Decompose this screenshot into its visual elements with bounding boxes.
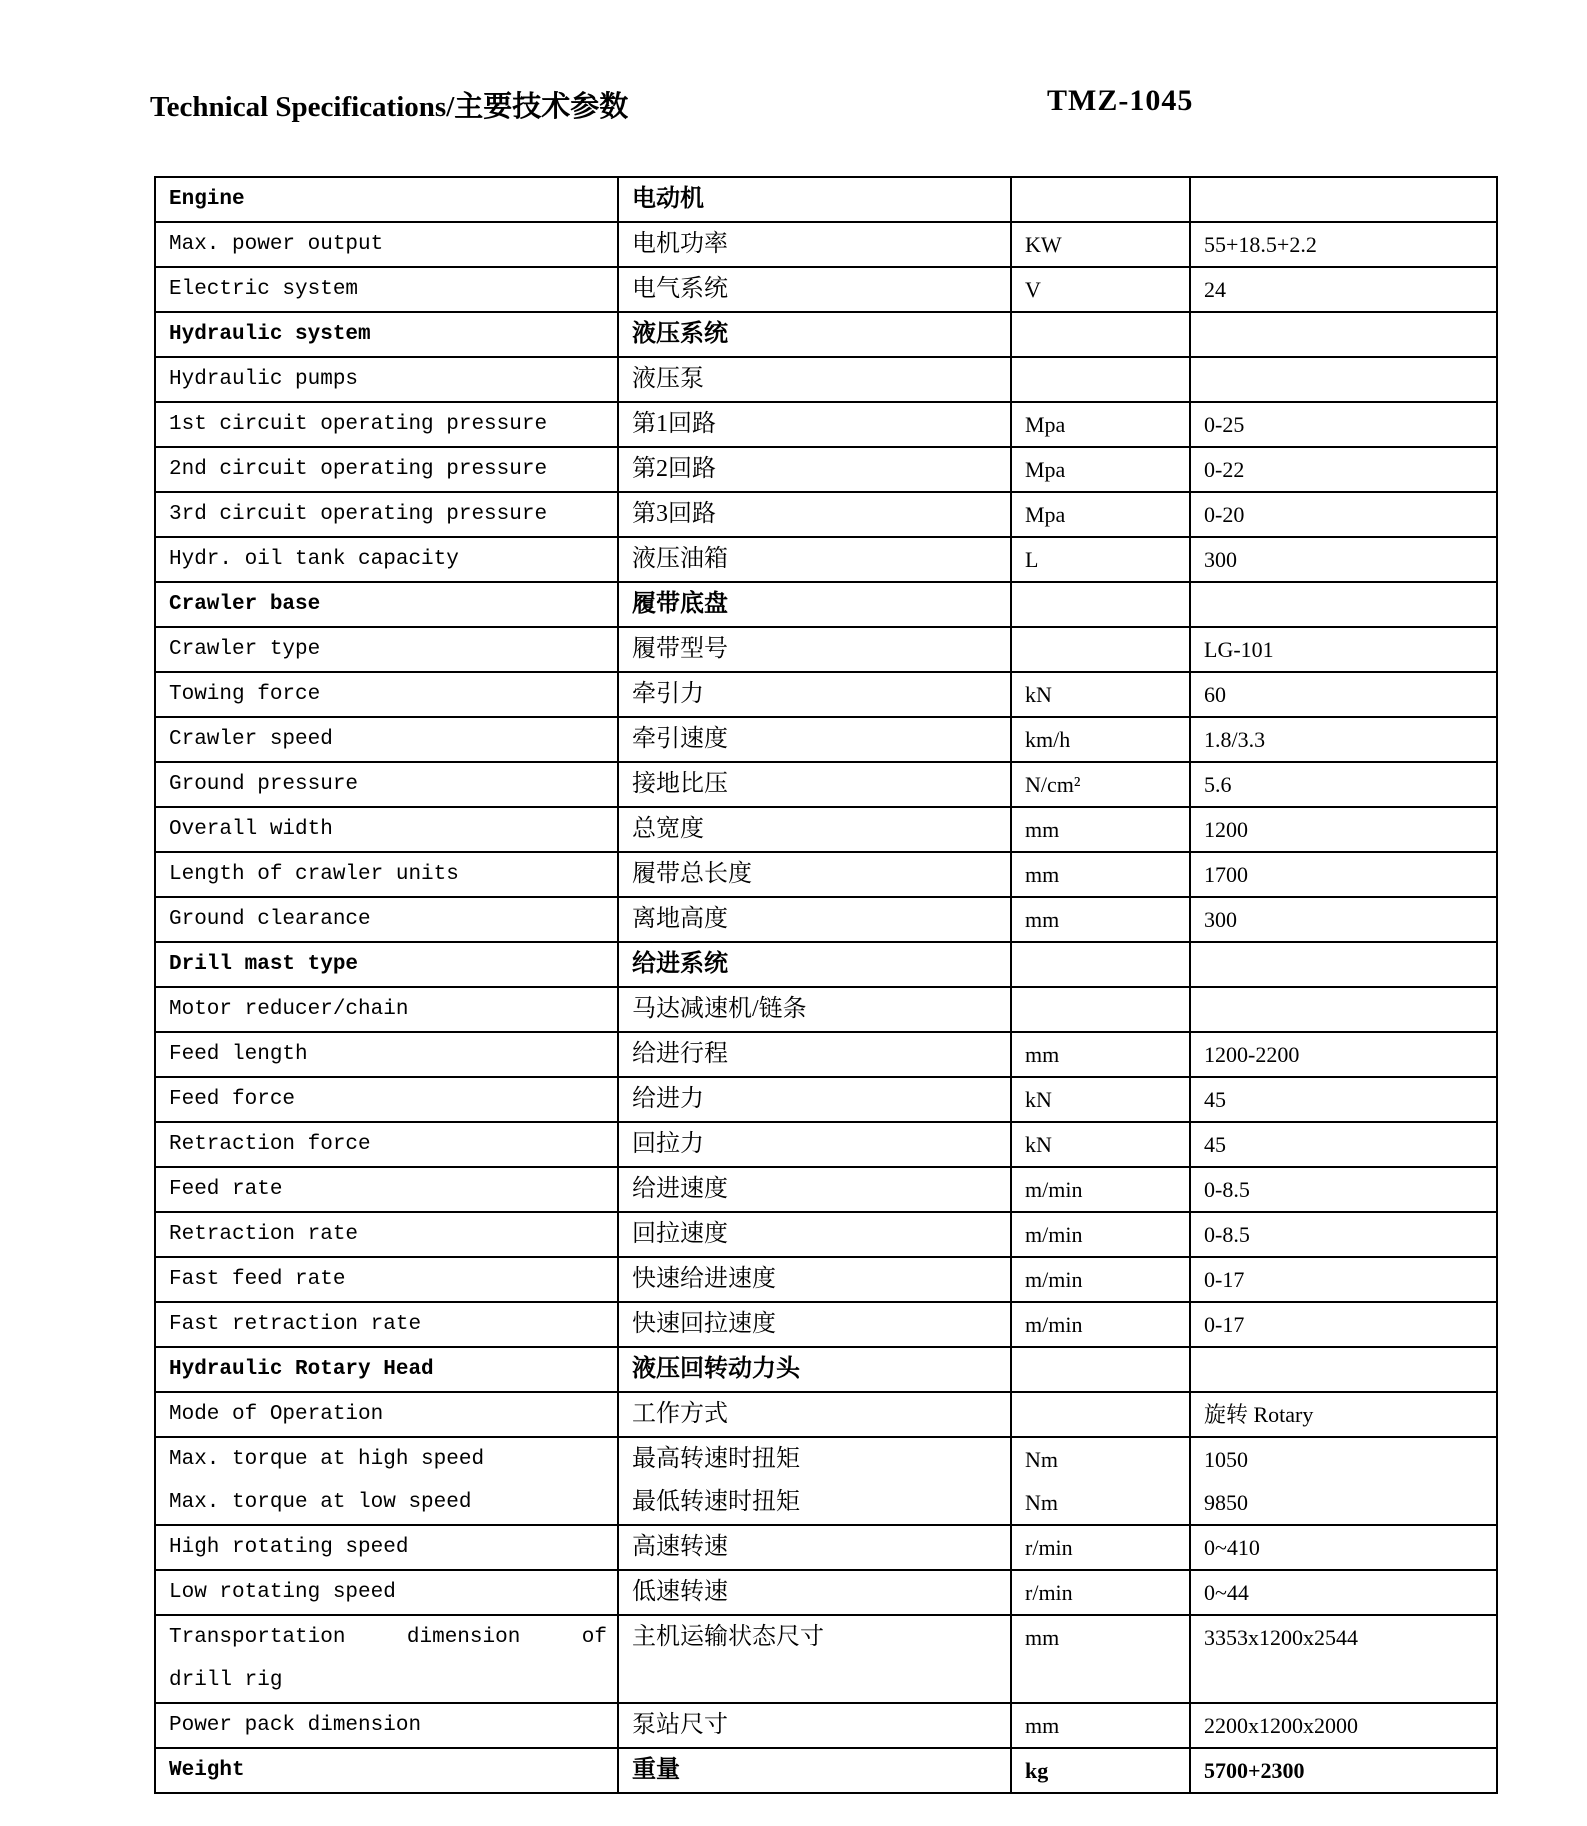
spec-label-en: Retraction force <box>155 1122 618 1167</box>
spec-label-en: Fast feed rate <box>155 1257 618 1302</box>
spec-table <box>154 176 1498 1794</box>
spec-value: 24 <box>1190 267 1497 312</box>
spec-unit <box>1011 177 1190 222</box>
table-row <box>155 897 1497 942</box>
spec-unit: Mpa <box>1011 492 1190 537</box>
spec-unit: r/min <box>1011 1570 1190 1615</box>
spec-unit: m/min <box>1011 1167 1190 1212</box>
spec-unit <box>1011 312 1190 357</box>
spec-unit: V <box>1011 267 1190 312</box>
table-row <box>155 582 1497 627</box>
spec-unit: m/min <box>1011 1212 1190 1257</box>
spec-value: 300 <box>1190 537 1497 582</box>
spec-value <box>1190 987 1497 1032</box>
spec-value: 1700 <box>1190 852 1497 897</box>
spec-label-en: Weight <box>155 1748 618 1793</box>
table-row <box>155 672 1497 717</box>
spec-value: 45 <box>1190 1122 1497 1167</box>
spec-label-zh: 接地比压 <box>618 762 1011 807</box>
spec-label-zh: 回拉速度 <box>618 1212 1011 1257</box>
table-row <box>155 537 1497 582</box>
table-row <box>155 762 1497 807</box>
spec-label-zh: 高速转速 <box>618 1525 1011 1570</box>
model-number: TMZ-1045 <box>1047 84 1194 117</box>
table-row <box>155 1302 1497 1347</box>
spec-label-zh: 液压回转动力头 <box>618 1347 1011 1392</box>
spec-label-en: Drill mast type <box>155 942 618 987</box>
spec-unit: Mpa <box>1011 447 1190 492</box>
spec-label-en: 2nd circuit operating pressure <box>155 447 618 492</box>
spec-label-zh: 电气系统 <box>618 267 1011 312</box>
spec-label-zh: 第2回路 <box>618 447 1011 492</box>
spec-label-zh: 重量 <box>618 1748 1011 1793</box>
table-row <box>155 1392 1497 1437</box>
spec-label-en: Crawler speed <box>155 717 618 762</box>
spec-unit <box>1011 582 1190 627</box>
spec-label-en: 1st circuit operating pressure <box>155 402 618 447</box>
spec-value <box>1190 942 1497 987</box>
spec-value: 0-25 <box>1190 402 1497 447</box>
spec-value: 300 <box>1190 897 1497 942</box>
spec-unit: m/min <box>1011 1257 1190 1302</box>
table-row <box>155 717 1497 762</box>
spec-value: 1050 9850 <box>1190 1437 1497 1525</box>
table-row <box>155 312 1497 357</box>
spec-label-en: Ground pressure <box>155 762 618 807</box>
table-row <box>155 1570 1497 1615</box>
table-row <box>155 222 1497 267</box>
spec-label-zh: 给进速度 <box>618 1167 1011 1212</box>
spec-unit: mm <box>1011 1703 1190 1748</box>
spec-unit: r/min <box>1011 1525 1190 1570</box>
spec-unit: kN <box>1011 672 1190 717</box>
spec-label-zh: 履带型号 <box>618 627 1011 672</box>
document-header <box>150 84 1500 128</box>
spec-label-en: Motor reducer/chain <box>155 987 618 1032</box>
spec-value: LG-101 <box>1190 627 1497 672</box>
table-row <box>155 1077 1497 1122</box>
spec-value: 0-8.5 <box>1190 1167 1497 1212</box>
spec-label-zh: 最高转速时扭矩 最低转速时扭矩 <box>618 1437 1011 1525</box>
table-row <box>155 1257 1497 1302</box>
spec-label-en: Length of crawler units <box>155 852 618 897</box>
spec-unit <box>1011 1392 1190 1437</box>
table-row <box>155 357 1497 402</box>
spec-value: 0~44 <box>1190 1570 1497 1615</box>
spec-value <box>1190 582 1497 627</box>
spec-unit: mm <box>1011 1032 1190 1077</box>
spec-label-zh: 快速回拉速度 <box>618 1302 1011 1347</box>
spec-label-en: Electric system <box>155 267 618 312</box>
spec-label-zh: 低速转速 <box>618 1570 1011 1615</box>
spec-label-en: Transportation dimension of drill rig <box>155 1615 618 1703</box>
spec-label-en: Crawler base <box>155 582 618 627</box>
spec-value: 0-17 <box>1190 1302 1497 1347</box>
table-row <box>155 1703 1497 1748</box>
spec-value: 0~410 <box>1190 1525 1497 1570</box>
spec-label-zh: 总宽度 <box>618 807 1011 852</box>
spec-unit: Nm Nm <box>1011 1437 1190 1525</box>
spec-unit: L <box>1011 537 1190 582</box>
spec-label-en: Engine <box>155 177 618 222</box>
spec-label-zh: 牵引力 <box>618 672 1011 717</box>
spec-value: 0-22 <box>1190 447 1497 492</box>
spec-value <box>1190 1347 1497 1392</box>
spec-label-en: Max. torque at high speed Max. torque at low speed <box>155 1437 618 1525</box>
table-row <box>155 492 1497 537</box>
spec-value: 5700+2300 <box>1190 1748 1497 1793</box>
table-row <box>155 627 1497 672</box>
table-row <box>155 177 1497 222</box>
spec-value: 1200 <box>1190 807 1497 852</box>
table-row <box>155 447 1497 492</box>
spec-label-en: Fast retraction rate <box>155 1302 618 1347</box>
table-row <box>155 1525 1497 1570</box>
spec-unit: m/min <box>1011 1302 1190 1347</box>
table-row <box>155 1122 1497 1167</box>
spec-label-zh: 给进系统 <box>618 942 1011 987</box>
spec-value: 旋转 Rotary <box>1190 1392 1497 1437</box>
spec-value: 0-17 <box>1190 1257 1497 1302</box>
spec-label-zh: 液压油箱 <box>618 537 1011 582</box>
table-row <box>155 987 1497 1032</box>
spec-label-en: Mode of Operation <box>155 1392 618 1437</box>
spec-label-en: Towing force <box>155 672 618 717</box>
spec-label-zh: 泵站尺寸 <box>618 1703 1011 1748</box>
spec-label-zh: 牵引速度 <box>618 717 1011 762</box>
spec-unit: kg <box>1011 1748 1190 1793</box>
spec-unit: mm <box>1011 852 1190 897</box>
spec-value <box>1190 177 1497 222</box>
spec-label-zh: 马达减速机/链条 <box>618 987 1011 1032</box>
spec-label-zh: 给进力 <box>618 1077 1011 1122</box>
spec-label-zh: 给进行程 <box>618 1032 1011 1077</box>
spec-unit: mm <box>1011 897 1190 942</box>
spec-unit <box>1011 1347 1190 1392</box>
spec-label-en: Feed rate <box>155 1167 618 1212</box>
spec-label-zh: 工作方式 <box>618 1392 1011 1437</box>
spec-label-en: Hydraulic system <box>155 312 618 357</box>
table-row <box>155 1615 1497 1703</box>
table-row <box>155 807 1497 852</box>
table-row <box>155 852 1497 897</box>
spec-table-body <box>155 177 1497 1793</box>
spec-value: 0-20 <box>1190 492 1497 537</box>
spec-value: 1.8/3.3 <box>1190 717 1497 762</box>
spec-label-en: Crawler type <box>155 627 618 672</box>
spec-unit: KW <box>1011 222 1190 267</box>
page-title: Technical Specifications/主要技术参数 <box>150 91 629 123</box>
spec-unit: km/h <box>1011 717 1190 762</box>
spec-unit: mm <box>1011 807 1190 852</box>
spec-value: 45 <box>1190 1077 1497 1122</box>
spec-unit: N/cm² <box>1011 762 1190 807</box>
spec-label-zh: 主机运输状态尺寸 <box>618 1615 1011 1703</box>
spec-label-zh: 电动机 <box>618 177 1011 222</box>
table-row <box>155 267 1497 312</box>
table-row <box>155 1212 1497 1257</box>
spec-label-en: Overall width <box>155 807 618 852</box>
table-row <box>155 402 1497 447</box>
spec-unit: kN <box>1011 1122 1190 1167</box>
spec-value: 3353x1200x2544 <box>1190 1615 1497 1703</box>
spec-label-zh: 履带总长度 <box>618 852 1011 897</box>
spec-unit <box>1011 942 1190 987</box>
table-row <box>155 1748 1497 1793</box>
spec-label-en: 3rd circuit operating pressure <box>155 492 618 537</box>
table-row <box>155 1032 1497 1077</box>
table-row <box>155 942 1497 987</box>
spec-label-en: Ground clearance <box>155 897 618 942</box>
table-row <box>155 1347 1497 1392</box>
spec-label-en: Max. power output <box>155 222 618 267</box>
spec-label-zh: 第1回路 <box>618 402 1011 447</box>
spec-value: 55+18.5+2.2 <box>1190 222 1497 267</box>
spec-value: 2200x1200x2000 <box>1190 1703 1497 1748</box>
spec-label-zh: 履带底盘 <box>618 582 1011 627</box>
spec-unit: kN <box>1011 1077 1190 1122</box>
spec-label-zh: 快速给进速度 <box>618 1257 1011 1302</box>
spec-label-en: Hydraulic Rotary Head <box>155 1347 618 1392</box>
spec-unit <box>1011 987 1190 1032</box>
table-row <box>155 1437 1497 1525</box>
spec-label-en: Feed force <box>155 1077 618 1122</box>
spec-label-en: Power pack dimension <box>155 1703 618 1748</box>
spec-label-zh: 离地高度 <box>618 897 1011 942</box>
spec-value: 5.6 <box>1190 762 1497 807</box>
spec-value <box>1190 312 1497 357</box>
spec-unit: mm <box>1011 1615 1190 1703</box>
spec-label-en: Retraction rate <box>155 1212 618 1257</box>
spec-label-en: Hydr. oil tank capacity <box>155 537 618 582</box>
spec-value: 0-8.5 <box>1190 1212 1497 1257</box>
spec-label-zh: 回拉力 <box>618 1122 1011 1167</box>
spec-label-en: Feed length <box>155 1032 618 1077</box>
spec-label-zh: 液压系统 <box>618 312 1011 357</box>
spec-label-en: High rotating speed <box>155 1525 618 1570</box>
spec-unit <box>1011 357 1190 402</box>
spec-label-en: Hydraulic pumps <box>155 357 618 402</box>
spec-label-zh: 液压泵 <box>618 357 1011 402</box>
spec-value: 60 <box>1190 672 1497 717</box>
spec-value: 1200-2200 <box>1190 1032 1497 1077</box>
spec-label-en: Low rotating speed <box>155 1570 618 1615</box>
spec-value <box>1190 357 1497 402</box>
spec-label-zh: 第3回路 <box>618 492 1011 537</box>
table-row <box>155 1167 1497 1212</box>
spec-label-zh: 电机功率 <box>618 222 1011 267</box>
spec-unit: Mpa <box>1011 402 1190 447</box>
spec-unit <box>1011 627 1190 672</box>
